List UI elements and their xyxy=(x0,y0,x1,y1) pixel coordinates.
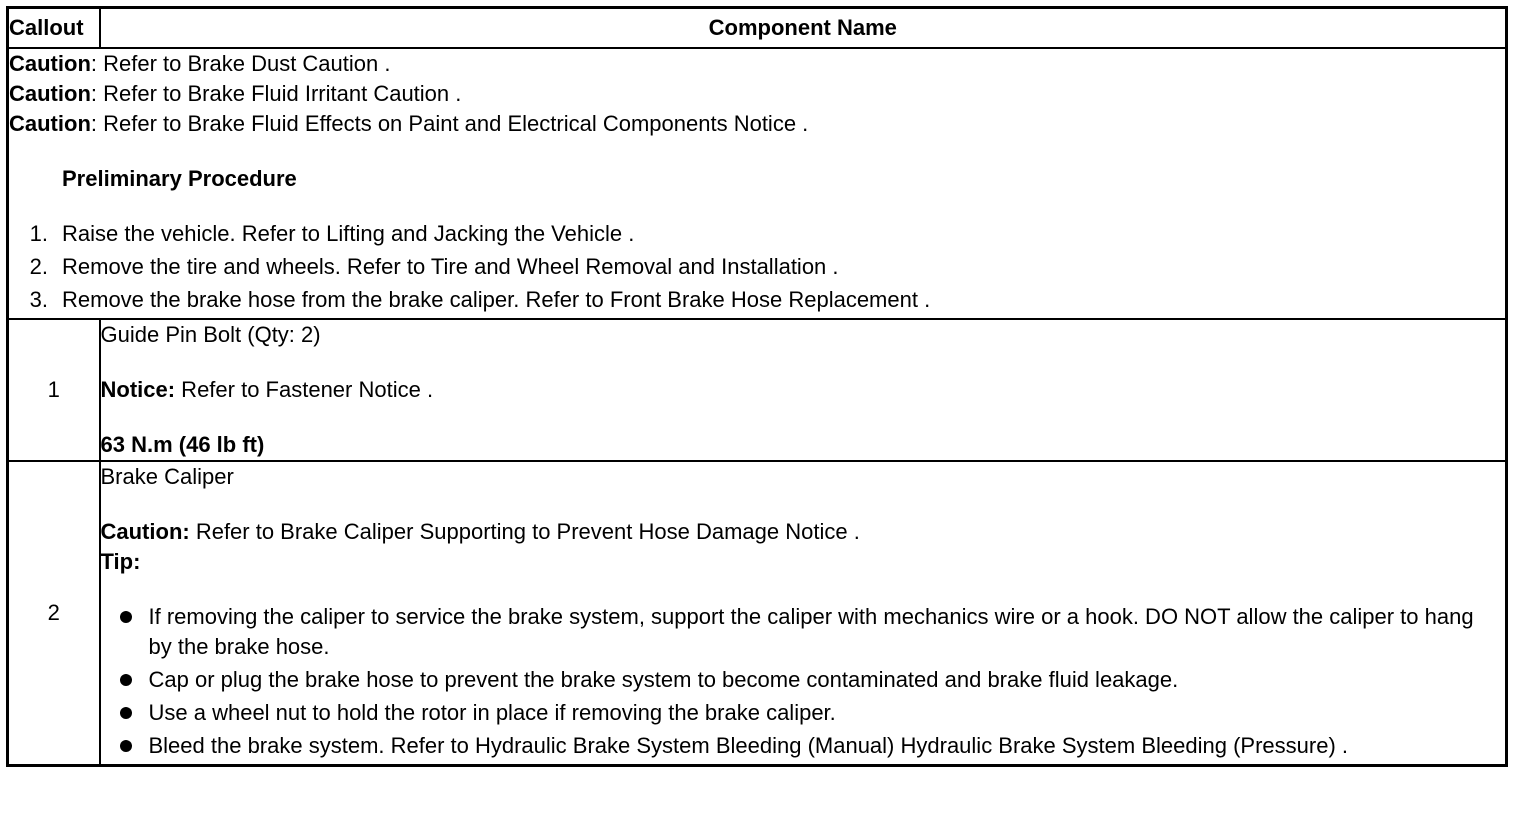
caution-label: Caution: xyxy=(100,519,190,544)
notice-text: Refer to Fastener Notice . xyxy=(175,377,434,402)
component-name-header: Component Name xyxy=(100,8,1507,49)
table-row xyxy=(8,461,1507,766)
caution-text: : Refer to Brake Fluid Effects on Paint and Electrical Components Notice . xyxy=(90,111,809,136)
caution-label: Caution xyxy=(9,81,91,106)
tip-text: Cap or plug the brake hose to prevent the brake system to become contaminated and brake fluid leakage. xyxy=(148,667,1179,692)
procedure-step xyxy=(9,285,1505,318)
procedure-step xyxy=(9,252,1505,285)
callout-number: 1 xyxy=(8,319,100,461)
bullet-icon xyxy=(101,731,149,761)
component-name: Brake Caliper xyxy=(100,464,234,489)
tip-text: If removing the caliper to service the brake system, support the caliper with mechanics wire or a hook. DO NOT allow the caliper to hang by the brake hose. xyxy=(148,604,1474,659)
list-item xyxy=(101,698,1506,728)
procedure-step xyxy=(9,219,1505,252)
step-number: 2. xyxy=(29,254,48,279)
step-number: 3. xyxy=(29,287,48,312)
step-text: Remove the brake hose from the brake caliper. Refer to Front Brake Hose Replacement . xyxy=(62,287,931,312)
caution-line xyxy=(9,79,1505,109)
tip-label: Tip: xyxy=(100,549,141,574)
caution-label: Caution xyxy=(9,111,91,136)
preamble-cell xyxy=(8,48,1507,319)
caution-text: : Refer to Brake Fluid Irritant Caution . xyxy=(90,81,462,106)
list-item xyxy=(101,731,1506,761)
torque-spec: 63 N.m (46 lb ft) xyxy=(100,432,265,457)
bullet-icon xyxy=(101,602,149,662)
caution-label: Caution xyxy=(9,51,91,76)
caution-line xyxy=(9,49,1505,79)
step-text: Remove the tire and wheels. Refer to Tire and Wheel Removal and Installation . xyxy=(62,254,839,279)
list-item xyxy=(101,665,1506,695)
component-name: Guide Pin Bolt (Qty: 2) xyxy=(100,322,321,347)
component-table xyxy=(6,6,1508,767)
table-header-row xyxy=(8,8,1507,49)
caution-text: : Refer to Brake Dust Caution . xyxy=(90,51,391,76)
step-text: Raise the vehicle. Refer to Lifting and Jacking the Vehicle . xyxy=(62,221,635,246)
list-item xyxy=(101,602,1506,662)
tip-list xyxy=(101,602,1506,761)
component-cell xyxy=(100,319,1507,461)
notice-line xyxy=(101,375,1506,405)
preliminary-procedure-title: Preliminary Procedure xyxy=(62,166,297,191)
tip-text: Use a wheel nut to hold the rotor in place if removing the brake caliper. xyxy=(148,700,836,725)
step-number: 1. xyxy=(29,221,48,246)
callout-header: Callout xyxy=(8,8,100,49)
callout-number: 2 xyxy=(8,461,100,766)
bullet-icon xyxy=(101,665,149,695)
component-cell xyxy=(100,461,1507,766)
caution-text: Refer to Brake Caliper Supporting to Prevent Hose Damage Notice . xyxy=(189,519,860,544)
notice-label: Notice: xyxy=(100,377,176,402)
preamble-row xyxy=(8,48,1507,319)
bullet-icon xyxy=(101,698,149,728)
tip-text: Bleed the brake system. Refer to Hydraulic Brake System Bleeding (Manual) Hydraulic Brake System Bleeding (Pressure) . xyxy=(148,733,1348,758)
caution-line xyxy=(101,517,1506,547)
caution-line xyxy=(9,109,1505,139)
table-row xyxy=(8,319,1507,461)
